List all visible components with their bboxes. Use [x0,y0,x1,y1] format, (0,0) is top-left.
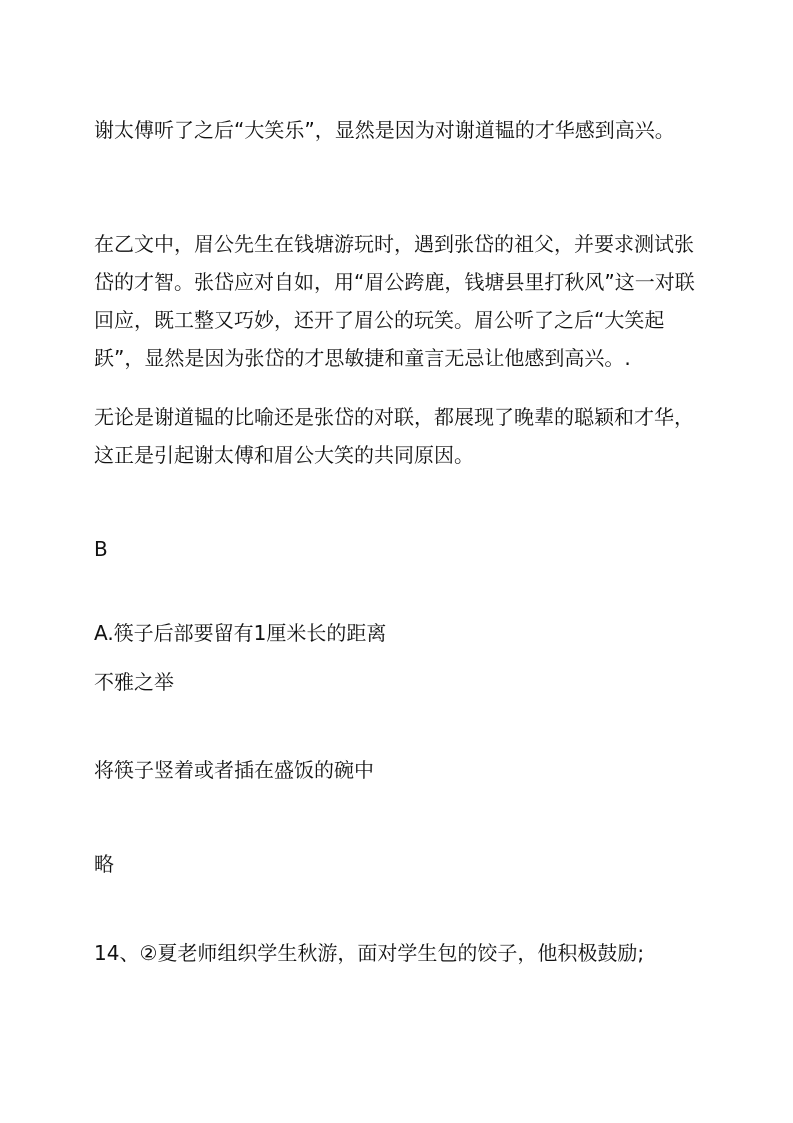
question-14-answer: 14、②夏老师组织学生秋游，面对学生包的饺子，他积极鼓励; [94,941,645,965]
answer-indecent-behavior: 不雅之举 [94,670,174,694]
answer-omitted: 略 [94,852,114,876]
paragraph-zhang-dai-couplet: 在乙文中，眉公先生在钱塘游玩时，遇到张岱的祖父，并要求测试张岱的才智。张岱应对自如，用“眉公跨鹿，钱塘县里打秋风”这一对联回应，既工整又巧妙，还开了眉公的玩笑。眉公听了之后“大笑起跃”，显然是因为张岱的才思敏捷和童言无忌让他感到高兴。. [94,232,695,370]
paragraph-common-reason: 无论是谢道韫的比喻还是张岱的对联，都展现了晚辈的聪颖和才华，这正是引起谢太傅和眉公大笑的共同原因。 [94,405,694,467]
answer-chopsticks-distance: A.筷子后部要留有1厘米长的距离 [94,621,387,645]
paragraph-xie-taifu-laugh: 谢太傅听了之后“大笑乐”，显然是因为对谢道韫的才华感到高兴。 [94,118,675,142]
answer-choice-b: B [94,537,108,561]
answer-chopsticks-in-bowl: 将筷子竖着或者插在盛饭的碗中 [94,758,374,782]
